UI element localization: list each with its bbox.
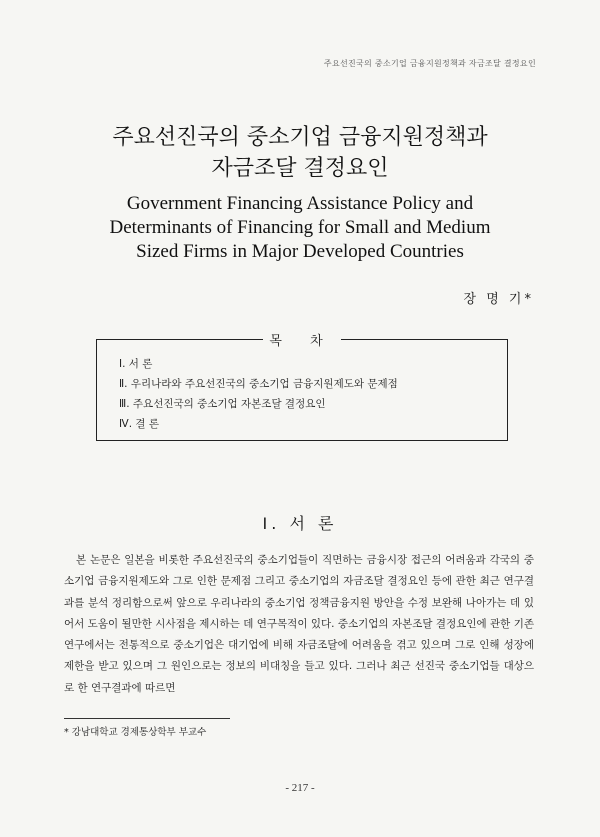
- title-english-line-1: Government Financing Assistance Policy and: [126, 193, 474, 214]
- title-english-line-2: Determinants of Financing for Small and Medium: [109, 217, 491, 238]
- author-name: 장 명 기*: [463, 292, 534, 307]
- footnote: * 강남대학교 경제통상학부 부교수: [64, 727, 207, 738]
- table-of-contents: [96, 334, 508, 441]
- section-heading-introduction: Ⅰ. 서 론: [262, 514, 338, 533]
- footnote-divider: [64, 718, 230, 719]
- toc-item-3: Ⅲ. 주요선진국의 중소기업 자본조달 결정요인: [119, 398, 326, 410]
- toc-item-1: Ⅰ. 서 론: [119, 358, 153, 370]
- toc-item-2: Ⅱ. 우리나라와 주요선진국의 중소기업 금융지원제도와 문제점: [119, 378, 398, 390]
- title-block: [0, 122, 600, 264]
- title-korean-line-2: 자금조달 결정요인: [211, 156, 389, 181]
- title-korean-line-1: 주요선진국의 중소기업 금융지원정책과: [112, 125, 488, 150]
- toc-item-4: Ⅳ. 결 론: [119, 418, 159, 430]
- title-english: [0, 192, 600, 264]
- toc-list: [97, 340, 507, 434]
- toc-heading-wrap: [97, 330, 507, 349]
- title-english-line-3: Sized Firms in Major Developed Countries: [136, 241, 464, 262]
- running-header: 주요선진국의 중소기업 금융지원정책과 자금조달 결정요인: [323, 59, 536, 68]
- toc-heading: 목 차: [263, 334, 340, 349]
- body-paragraph: 본 논문은 일본을 비롯한 주요선진국의 중소기업들이 직면하는 금융시장 접근의 어려움과 각국의 중소기업 금융지원제도와 그로 인한 문제점 그리고 중소기업의 자금조달 결정요인 등에 관한 최근 연구결과를 분석 정리함으로써 앞으로 우리나라의 중소기업 정책금융지원 방안을 수정 보완해 나아가는 데 있어서 도움이 될만한 시사점을 제시하는 데 연구목적이 있다. 중소기업의 자본조달 결정요인에 관한 기존연구에서는 전통적으로 중소기업은 대기업에 비해 자금조달에 어려움을 겪고 있으며 그로 인해 성장에 제한을 받고 있으며 그 원인으로는 정보의 비대칭을 들고 있다. 그러나 최근 선진국 중소기업들 대상으로 한 연구결과에 따르면: [64, 554, 534, 694]
- page-number: - 217 -: [285, 782, 315, 794]
